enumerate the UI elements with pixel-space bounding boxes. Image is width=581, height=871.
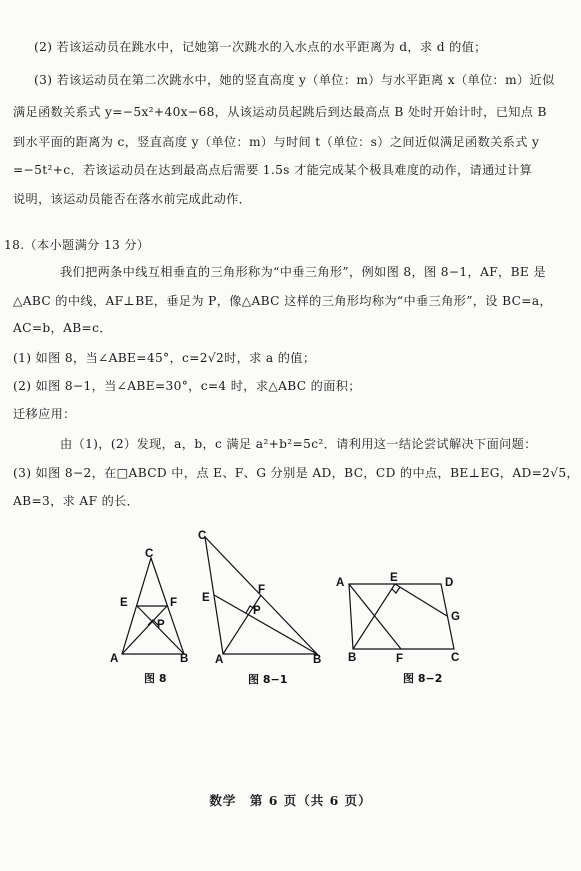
text-line: 到水平面的距离为 c，竖直高度 y（单位：m）与时间 t（单位：s）之间近似满足函数关系式 y — [13, 135, 540, 149]
fig8-1-median-be — [214, 595, 317, 654]
fig8-2-label-f: F — [396, 653, 404, 665]
fig8-2-segment-be — [353, 584, 395, 649]
text-line: 由（1)，(2）发现，a，b，c 满足 a²+b²=5c²．请利用这一结论尝试解决下面问题： — [60, 437, 537, 451]
fig8-2-parallelogram — [349, 584, 454, 649]
figure-8 — [100, 540, 210, 690]
fig8-label-f: F — [170, 597, 178, 609]
fig8-caption: 图 8 — [144, 672, 167, 685]
fig8-1-label-b: B — [313, 654, 322, 666]
section-label: 迁移应用： — [13, 407, 76, 421]
fig8-label-b: B — [180, 653, 189, 665]
fig8-label-e: E — [120, 597, 128, 609]
text-line: 我们把两条中线互相垂直的三角形称为“中垂三角形”，例如图 8，图 8−1，AF，BE 是 — [60, 265, 546, 279]
fig8-2-label-c: C — [451, 652, 460, 664]
text-line: (3) 如图 8−2，在□ABCD 中，点 E、F、G 分别是 AD，BC，CD 的中点，BE⊥EG，AD=2√5， — [13, 466, 580, 480]
fig8-2-right-angle-mark — [392, 587, 400, 593]
fig8-2-caption: 图 8−2 — [403, 672, 443, 685]
figure-8-1 — [195, 525, 335, 690]
fig8-label-p: P — [157, 619, 165, 631]
text-line: =−5t²+c．若该运动员在达到最高点后需要 1.5s 才能完成某个极具难度的动作，请通过计算 — [13, 163, 533, 177]
page-footer: 数学 第 6 页（共 6 页） — [209, 793, 372, 808]
text-line: △ABC 的中线，AF⊥BE，垂足为 P，像△ABC 这样的三角形均称为“中垂三角形”，设 BC=a， — [13, 294, 552, 308]
text-line: 说明，该运动员能否在落水前完成此动作． — [13, 192, 252, 206]
fig8-2-label-g: G — [451, 611, 460, 623]
fig8-1-caption: 图 8−1 — [248, 673, 288, 686]
fig8-label-c: C — [145, 548, 154, 560]
fig8-2-label-d: D — [445, 577, 454, 589]
text-line: 满足函数关系式 y=−5x²+40x−68，从该运动员起跳后到达最高点 B 处时开始计时，已知点 B — [13, 105, 547, 119]
fig8-1-label-f: F — [258, 584, 266, 596]
fig8-label-a: A — [110, 653, 119, 665]
fig8-2-label-e: E — [390, 572, 398, 584]
text-line: AB=3，求 AF 的长． — [13, 494, 140, 508]
question-header: 18.（本小题满分 13 分） — [4, 238, 150, 252]
fig8-1-label-e: E — [202, 592, 210, 604]
text-line: (1) 如图 8，当∠ABE=45°，c=2√2时，求 a 的值； — [13, 351, 316, 365]
fig8-2-label-a: A — [336, 577, 345, 589]
figure-8-2 — [330, 570, 475, 690]
text-line: (2) 如图 8−1，当∠ABE=30°，c=4 时，求△ABC 的面积； — [13, 379, 361, 393]
fig8-1-label-a: A — [215, 654, 224, 666]
fig8-1-label-c: C — [198, 530, 207, 542]
fig8-1-label-p: P — [253, 605, 261, 617]
fig8-2-segment-eg — [395, 584, 447, 616]
fig8-2-segment-af — [349, 584, 401, 649]
text-line: AC=b，AB=c． — [13, 321, 112, 335]
text-line: (3) 若该运动员在第二次跳水中，她的竖直高度 y（单位：m）与水平距离 x（单位：m）近似 — [34, 73, 555, 87]
fig8-2-label-b: B — [348, 652, 357, 664]
text-line: (2) 若该运动员在跳水中，记她第一次跳水的入水点的水平距离为 d，求 d 的值； — [34, 40, 487, 54]
